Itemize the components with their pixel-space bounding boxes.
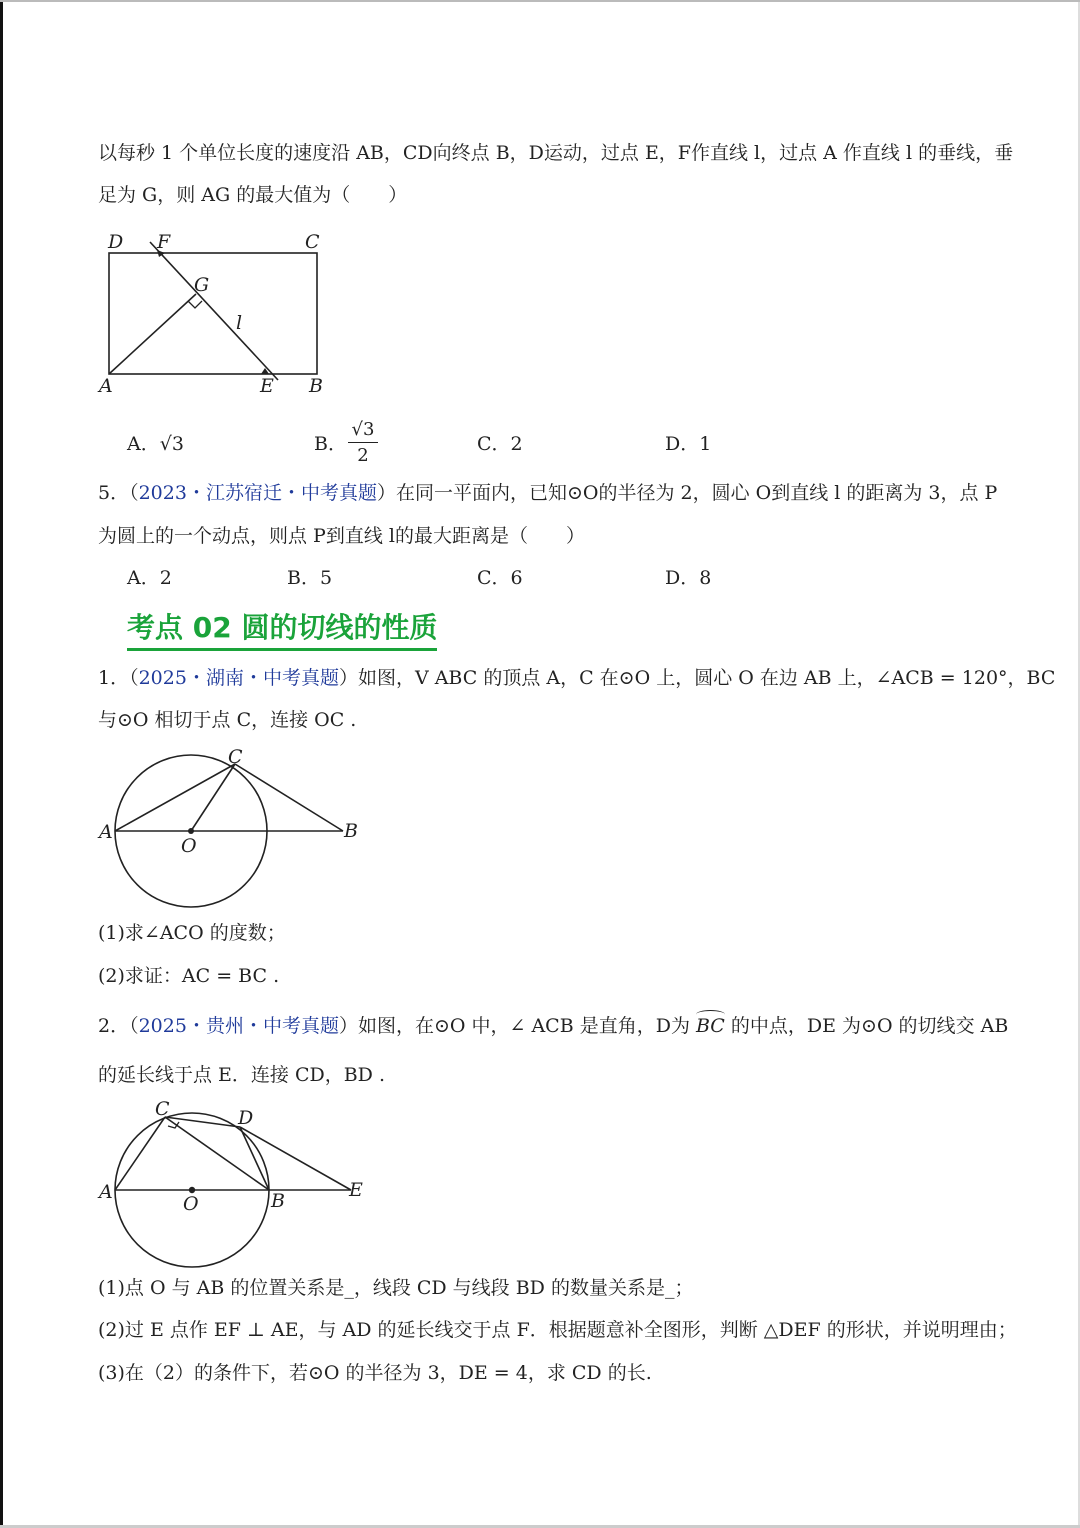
q4-text-line1: 以每秒 1 个单位长度的速度沿 AB，CD向终点 B，D运动，过点 E，F作直线 l，过点 A 作直线 l 的垂线，垂	[98, 142, 1014, 164]
rectangle-figure	[95, 228, 355, 398]
q5-text-line2: 为圆上的一个动点，则点 P到直线 l的最大距离是（ ）	[98, 525, 585, 547]
segment-ag	[109, 294, 196, 374]
page-edge-top	[0, 0, 1080, 2]
p1-sub2: (2)求证：AC = BC .	[98, 965, 280, 987]
rect-abcd	[109, 253, 317, 374]
q4-option-a-prefix: A．	[127, 433, 160, 455]
label-c: C	[155, 1098, 170, 1120]
q5-option-a: A．2	[127, 567, 172, 589]
p2-sub3: (3)在（2）的条件下，若⊙O 的半径为 3，DE = 4，求 CD 的长.	[98, 1362, 652, 1384]
q5-option-b: B．5	[287, 567, 333, 589]
label-e: E	[349, 1179, 363, 1201]
label-l: l	[236, 312, 243, 334]
p2-number: 2．（	[98, 1015, 139, 1037]
p1-number: 1．（	[98, 667, 139, 689]
p2-sub2: (2)过 E 点作 EF ⊥ AE，与 AD 的延长线交于点 F．根据题意补全图形，判断 △DEF 的形状，并说明理由；	[98, 1319, 1017, 1341]
q5-option-c: C．6	[477, 567, 523, 589]
segment-ac	[115, 764, 235, 831]
segment-cb	[235, 764, 343, 831]
circle-tangent-figure	[95, 1095, 375, 1270]
segment-cb	[165, 1117, 269, 1190]
q4-option-a-value: √3	[159, 433, 184, 455]
q5-text-rest: ）在同一平面内，已知⊙O的半径为 2，圆心 O到直线 l 的距离为 3，点 P	[376, 482, 998, 504]
label-b: B	[309, 375, 323, 397]
q5-source: 2023・江苏宿迁・中考真题	[138, 482, 377, 504]
label-b: B	[344, 820, 358, 842]
label-g: G	[194, 274, 210, 296]
label-a: A	[99, 821, 113, 843]
q5-option-d: D．8	[665, 567, 712, 589]
q4-option-b-numerator: √3	[351, 419, 375, 440]
p1-text-line2: 与⊙O 相切于点 C，连接 OC .	[98, 709, 357, 731]
p2-text-line1	[98, 1014, 1009, 1038]
label-c: C	[228, 746, 243, 768]
label-d: D	[238, 1107, 254, 1129]
p2-sub1: (1)点 O 与 AB 的位置关系是_，线段 CD 与线段 BD 的数量关系是_；	[98, 1277, 694, 1299]
p1-text-rest: ）如图，V ABC 的顶点 A，C 在⊙O 上，圆心 O 在边 AB 上，∠ACB = 120°，BC	[338, 667, 1056, 689]
arc-bc: BC	[695, 1015, 725, 1037]
label-a: A	[99, 1181, 113, 1203]
label-f: F	[157, 231, 171, 253]
p1-sub1: (1)求∠ACO 的度数；	[98, 922, 286, 944]
q4-option-b-prefix: B．	[314, 433, 347, 455]
p2-text-mid: ）如图，在⊙O 中，∠ ACB 是直角，D为	[338, 1015, 696, 1037]
p2-text-end: 的中点，DE 为⊙O 的切线交 AB	[724, 1015, 1009, 1037]
q4-option-b-fraction	[348, 419, 378, 466]
label-c: C	[305, 231, 320, 253]
q5-number: 5．（	[98, 482, 139, 504]
line-l	[150, 242, 278, 380]
label-o: O	[181, 835, 197, 857]
p2-source: 2025・贵州・中考真题	[138, 1015, 339, 1037]
p1-text-line1	[98, 666, 1056, 690]
section-heading: 考点 02 圆的切线的性质	[127, 606, 437, 651]
label-o: O	[183, 1193, 199, 1215]
label-b: B	[271, 1190, 285, 1212]
q4-option-c: C．2	[477, 433, 523, 455]
center-point-o	[188, 828, 194, 834]
p1-source: 2025・湖南・中考真题	[138, 667, 339, 689]
q4-option-a	[127, 432, 184, 456]
page-edge-left	[0, 0, 3, 1528]
q5-text-line1	[98, 481, 998, 505]
label-a: A	[99, 375, 113, 397]
q4-option-d: D．1	[665, 433, 712, 455]
q4-option-b-denominator: 2	[357, 445, 369, 466]
right-angle-mark-g	[188, 301, 202, 308]
q4-text-line2: 足为 G，则 AG 的最大值为（ ）	[98, 184, 408, 206]
tangent-circle-figure	[95, 740, 375, 910]
label-d: D	[108, 231, 124, 253]
p2-text-line2: 的延长线于点 E．连接 CD，BD .	[98, 1064, 385, 1086]
label-e: E	[260, 375, 274, 397]
segment-oc	[191, 764, 235, 831]
segment-ac	[115, 1117, 165, 1190]
